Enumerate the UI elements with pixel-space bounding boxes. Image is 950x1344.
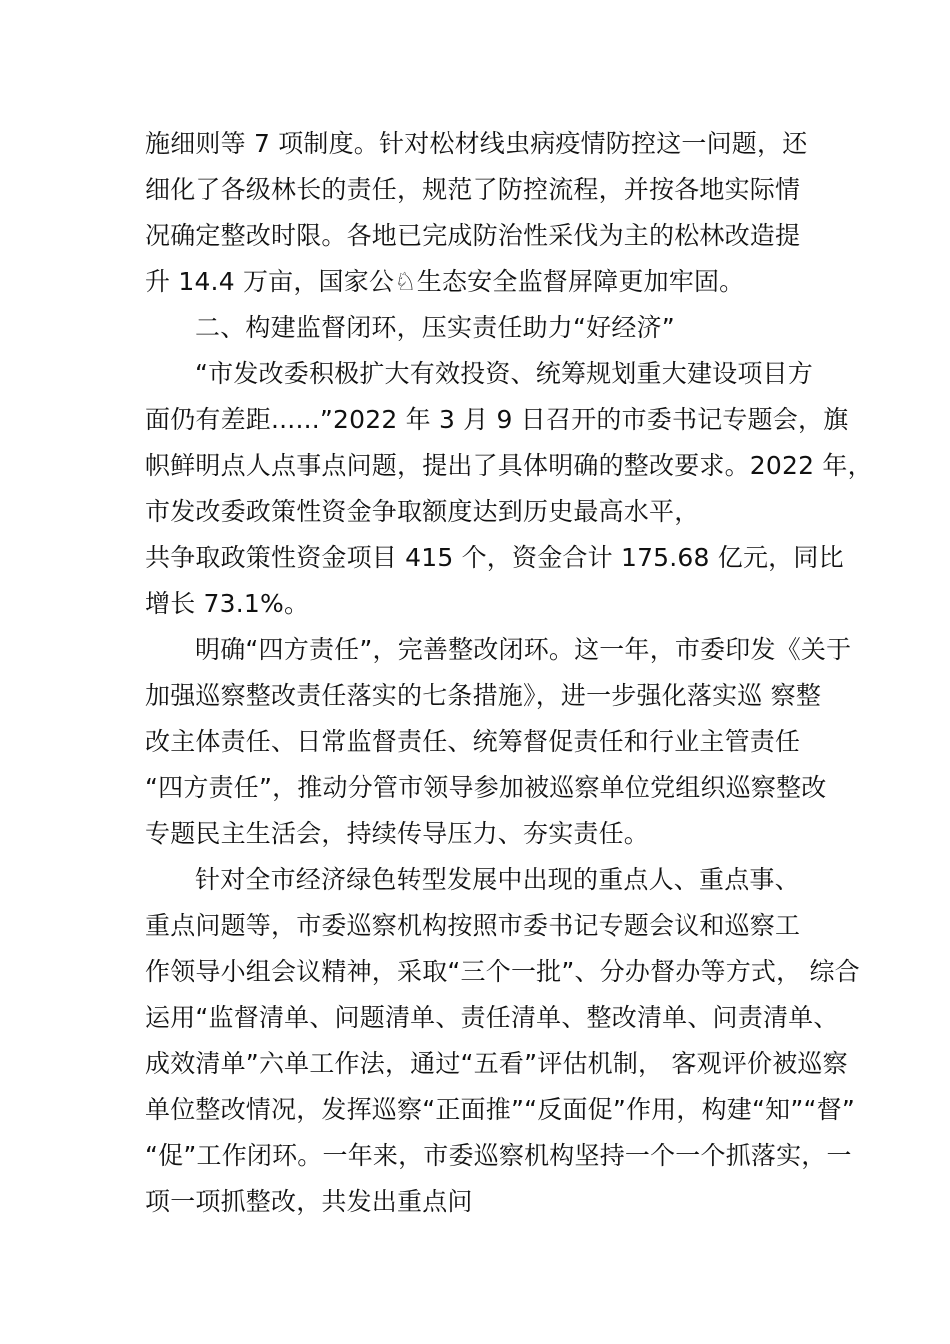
text-line: 共争取政策性资金项目 415 个，资金合计 175.68 亿元，同比 — [145, 543, 844, 572]
text-line: 成效清单”六单工作法，通过“五看”评估机制， 客观评价被巡察 — [145, 1049, 848, 1078]
text-line: 加强巡察整改责任落实的七条措施》，进一步强化落实巡 察整 — [145, 681, 822, 710]
text-line: 专题民主生活会，持续传导压力、夯实责任。 — [145, 819, 650, 848]
text-line: “四方责任”，推动分管市领导参加被巡察单位党组织巡察整改 — [145, 773, 827, 802]
text-line: “促”工作闭环。一年来，市委巡察机构坚持一个一个抓落实，一 — [145, 1141, 852, 1170]
text-line: 施细则等 7 项制度。针对松材线虫病疫情防控这一问题，还 — [145, 129, 808, 158]
text-line: 况确定整改时限。各地已完成防治性采伐为主的松林改造提 — [145, 221, 801, 250]
text-line: 项一项抓整改，共发出重点问 — [145, 1187, 473, 1216]
text-line: 帜鲜明点人点事点问题，提出了具体明确的整改要求。2022 年， — [145, 451, 873, 480]
text-line: 单位整改情况，发挥巡察“正面推”“反面促”作用，构建“知”“督” — [145, 1095, 856, 1124]
text-line: 针对全市经济绿色转型发展中出现的重点人、重点事、 — [195, 865, 800, 894]
text-line: 面仍有差距......”2022 年 3 月 9 日召开的市委书记专题会，旗 — [145, 405, 849, 434]
text-line: 增长 73.1%。 — [145, 589, 310, 618]
section-heading: 二、构建监督闭环，压实责任助力“好经济” — [195, 313, 675, 342]
text-line: 细化了各级林长的责任，规范了防控流程，并按各地实际情 — [145, 175, 801, 204]
text-line: “市发改委积极扩大有效投资、统筹规划重大建设项目方 — [195, 359, 813, 388]
text-line: 改主体责任、日常监督责任、统筹督促责任和行业主管责任 — [145, 727, 801, 756]
text-line: 明确“四方责任”，完善整改闭环。这一年，市委印发《关于 — [195, 635, 852, 664]
text-line: 重点问题等，市委巡察机构按照市委书记专题会议和巡察工 — [145, 911, 801, 940]
text-line: 运用“监督清单、问题清单、责任清单、整改清单、问责清单、 — [145, 1003, 839, 1032]
text-line: 市发改委政策性资金争取额度达到历史最高水平， — [145, 497, 700, 526]
text-line: 作领导小组会议精神，采取“三个一批”、分办督办等方式， 综合 — [145, 957, 860, 986]
text-line: 升 14.4 万亩，国家公♘生态安全监督屏障更加牢固。 — [145, 267, 745, 296]
